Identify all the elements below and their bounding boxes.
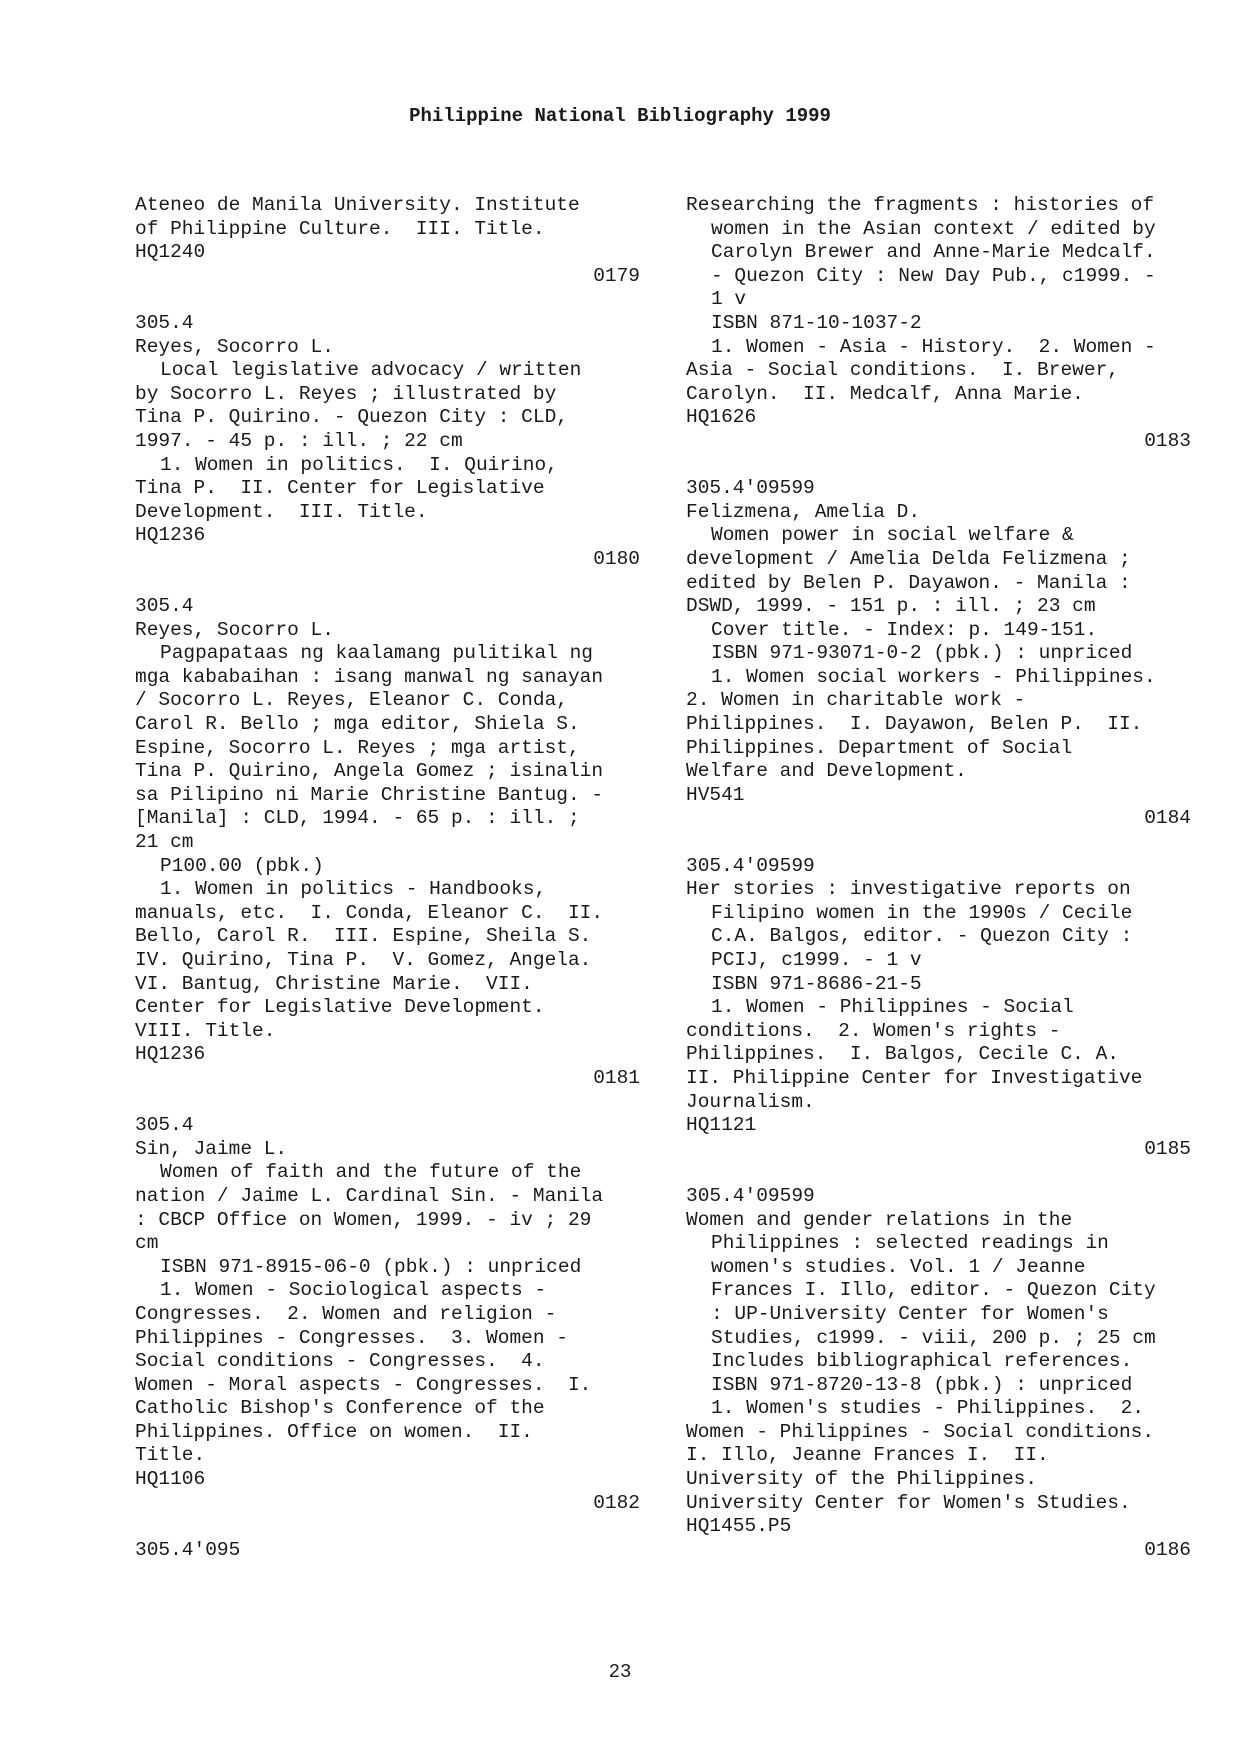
entry-line: HQ1455.P5: [686, 1515, 792, 1538]
entry-separator: [135, 1091, 640, 1115]
entry-line: 1. Women in politics. I. Quirino,: [160, 453, 558, 476]
entry-line: nation / Jaime L. Cardinal Sin. - Manila: [135, 1184, 604, 1207]
entry-line: University Center for Women's Studies.: [686, 1491, 1131, 1514]
entry-line: development / Amelia Delda Felizmena ;: [686, 547, 1131, 570]
entry-line: / Socorro L. Reyes, Eleanor C. Conda,: [135, 689, 568, 712]
entry-line: of Philippine Culture. III. Title.: [135, 217, 545, 240]
entry-separator: [686, 1161, 1191, 1185]
entry-separator: [686, 454, 1191, 478]
entry-line: C.A. Balgos, editor. - Quezon City :: [711, 925, 1133, 948]
entry-line: 305.4: [135, 595, 194, 618]
entry-line: conditions. 2. Women's rights -: [686, 1019, 1061, 1042]
entry-line: 1997. - 45 p. : ill. ; 22 cm: [135, 429, 463, 452]
entry-line: Philippines. Department of Social: [686, 736, 1073, 759]
entry-number: 0182: [593, 1491, 640, 1514]
entry-line: Philippines - Congresses. 3. Women -: [135, 1326, 568, 1349]
entry-line: 1. Women - Sociological aspects -: [160, 1279, 547, 1302]
entry-line: 1 v: [711, 288, 747, 311]
page-title: Philippine National Bibliography 1999: [409, 105, 831, 127]
entry-line: Journalism.: [686, 1090, 815, 1113]
entry-line: Tina P. Quirino, Angela Gomez ; isinalin: [135, 760, 604, 783]
entry-line: Reyes, Socorro L.: [135, 335, 334, 358]
entry-line: 305.4: [135, 311, 194, 334]
entry-line: ISBN 971-93071-0-2 (pbk.) : unpriced: [711, 642, 1133, 665]
entry-line: 1. Women's studies - Philippines. 2.: [711, 1397, 1144, 1420]
entry-line: Researching the fragments : histories of: [686, 194, 1155, 216]
entry-line: I. Illo, Jeanne Frances I. II.: [686, 1444, 1049, 1467]
entry-line: Philippines. I. Dayawon, Belen P. II.: [686, 713, 1143, 736]
entry-line: Philippines : selected readings in: [711, 1232, 1109, 1255]
entry-line: Women of faith and the future of the: [160, 1161, 582, 1184]
entry-number: 0180: [593, 547, 640, 570]
entry-line: Social conditions - Congresses. 4.: [135, 1350, 545, 1373]
entry-line: Women - Philippines - Social conditions.: [686, 1420, 1155, 1443]
entry-line: Congresses. 2. Women and religion -: [135, 1302, 557, 1325]
entry-line: Felizmena, Amelia D.: [686, 500, 921, 523]
entry-line: 305.4'09599: [686, 477, 815, 500]
left-column: [135, 194, 640, 1562]
entry-number: 0184: [1144, 807, 1191, 830]
entry-line: Frances I. Illo, editor. - Quezon City: [711, 1279, 1156, 1302]
entry-line: HQ1236: [135, 1043, 206, 1066]
entry-line: edited by Belen P. Dayawon. - Manila :: [686, 571, 1131, 594]
entry-line: IV. Quirino, Tina P. V. Gomez, Angela.: [135, 949, 592, 971]
entry-line: Carolyn. II. Medcalf, Anna Marie.: [686, 382, 1084, 405]
entry-line: VIII. Title.: [135, 1019, 276, 1042]
entry-line: Filipino women in the 1990s / Cecile: [711, 901, 1133, 924]
entry-separator: [135, 1515, 640, 1539]
entry-line: HQ1240: [135, 241, 206, 264]
entry-line: 1. Women social workers - Philippines.: [711, 665, 1156, 688]
entry-line: Philippines. Office on women. II.: [135, 1420, 533, 1443]
entry-number: 0181: [593, 1066, 640, 1089]
entry-line: 1. Women in politics - Handbooks,: [160, 878, 547, 901]
entry-line: ISBN 871-10-1037-2: [711, 311, 922, 334]
entry-line: Cover title. - Index: p. 149-151.: [711, 618, 1098, 641]
entry-separator: [135, 572, 640, 596]
entry-number: 0183: [1144, 429, 1191, 452]
entry-line: [Manila] : CLD, 1994. - 65 p. : ill. ;: [135, 807, 580, 830]
entry-line: 305.4'095: [135, 1538, 241, 1561]
entry-line: Welfare and Development.: [686, 760, 967, 783]
entry-line: manuals, etc. I. Conda, Eleanor C. II.: [135, 901, 604, 924]
entry-line: ISBN 971-8686-21-5: [711, 972, 922, 995]
entry-line: HQ1121: [686, 1114, 757, 1137]
entry-line: 1. Women - Philippines - Social: [711, 996, 1074, 1019]
entry-line: Center for Legislative Development.: [135, 996, 545, 1019]
entry-line: HQ1236: [135, 524, 206, 547]
entry-line: Reyes, Socorro L.: [135, 618, 334, 641]
entry-line: Development. III. Title.: [135, 500, 428, 523]
entry-line: : CBCP Office on Women, 1999. - iv ; 29: [135, 1208, 592, 1231]
entry-line: Carol R. Bello ; mga editor, Shiela S.: [135, 713, 580, 736]
page-number: 23: [608, 1661, 632, 1683]
entry-line: women in the Asian context / edited by: [711, 217, 1156, 240]
entry-line: DSWD, 1999. - 151 p. : ill. ; 23 cm: [686, 595, 1096, 618]
entry-line: Espine, Socorro L. Reyes ; mga artist,: [135, 736, 580, 759]
entry-line: Asia - Social conditions. I. Brewer,: [686, 359, 1119, 382]
entry-line: ISBN 971-8720-13-8 (pbk.) : unpriced: [711, 1373, 1133, 1396]
entry-line: HQ1626: [686, 406, 757, 429]
entry-line: Her stories : investigative reports on: [686, 878, 1131, 901]
entry-line: Carolyn Brewer and Anne-Marie Medcalf.: [711, 241, 1156, 264]
entry-line: 305.4'09599: [686, 1184, 815, 1207]
entry-line: VI. Bantug, Christine Marie. VII.: [135, 972, 533, 995]
entry-line: HQ1106: [135, 1468, 206, 1491]
entry-line: University of the Philippines.: [686, 1468, 1038, 1491]
entry-line: Philippines. I. Balgos, Cecile C. A.: [686, 1043, 1119, 1066]
entry-line: mga kababaihan : isang manwal ng sanayan: [135, 665, 604, 688]
entry-line: Pagpapataas ng kaalamang pulitikal ng: [160, 642, 593, 665]
entry-line: 305.4: [135, 1114, 194, 1137]
entry-line: Bello, Carol R. III. Espine, Sheila S.: [135, 925, 592, 948]
entry-line: Title.: [135, 1444, 206, 1467]
entry-line: women's studies. Vol. 1 / Jeanne: [711, 1255, 1086, 1278]
entry-line: Sin, Jaime L.: [135, 1137, 288, 1160]
entry-line: Catholic Bishop's Conference of the: [135, 1397, 545, 1420]
entry-number: 0179: [593, 264, 640, 287]
entry-line: 1. Women - Asia - History. 2. Women -: [711, 335, 1156, 358]
entry-number: 0186: [1144, 1538, 1191, 1561]
entry-line: Studies, c1999. - viii, 200 p. ; 25 cm: [711, 1326, 1156, 1349]
entry-line: P100.00 (pbk.): [160, 854, 324, 877]
entry-line: Women - Moral aspects - Congresses. I.: [135, 1373, 592, 1396]
entry-line: - Quezon City : New Day Pub., c1999. -: [711, 264, 1156, 287]
entry-line: HV541: [686, 783, 745, 806]
entry-separator: [135, 288, 640, 312]
entry-line: PCIJ, c1999. - 1 v: [711, 949, 922, 971]
entry-number: 0185: [1144, 1137, 1191, 1160]
entry-line: cm: [135, 1232, 159, 1255]
entry-line: Women and gender relations in the: [686, 1208, 1073, 1231]
entry-line: Tina P. II. Center for Legislative: [135, 477, 545, 500]
entry-line: 21 cm: [135, 831, 194, 854]
entry-line: by Socorro L. Reyes ; illustrated by: [135, 382, 557, 405]
entry-line: Women power in social welfare &: [711, 524, 1074, 547]
entry-line: ISBN 971-8915-06-0 (pbk.) : unpriced: [160, 1255, 582, 1278]
entry-line: 2. Women in charitable work -: [686, 689, 1026, 712]
entry-line: Local legislative advocacy / written: [160, 359, 582, 382]
entry-line: 305.4'09599: [686, 854, 815, 877]
entry-line: : UP-University Center for Women's: [711, 1302, 1109, 1325]
entry-line: Includes bibliographical references.: [711, 1350, 1133, 1373]
right-column: [686, 194, 1191, 1562]
entry-line: Ateneo de Manila University. Institute: [135, 194, 580, 216]
entry-line: II. Philippine Center for Investigative: [686, 1066, 1143, 1089]
entry-separator: [686, 831, 1191, 855]
entry-line: sa Pilipino ni Marie Christine Bantug. -: [135, 783, 604, 806]
entry-line: Tina P. Quirino. - Quezon City : CLD,: [135, 406, 568, 429]
